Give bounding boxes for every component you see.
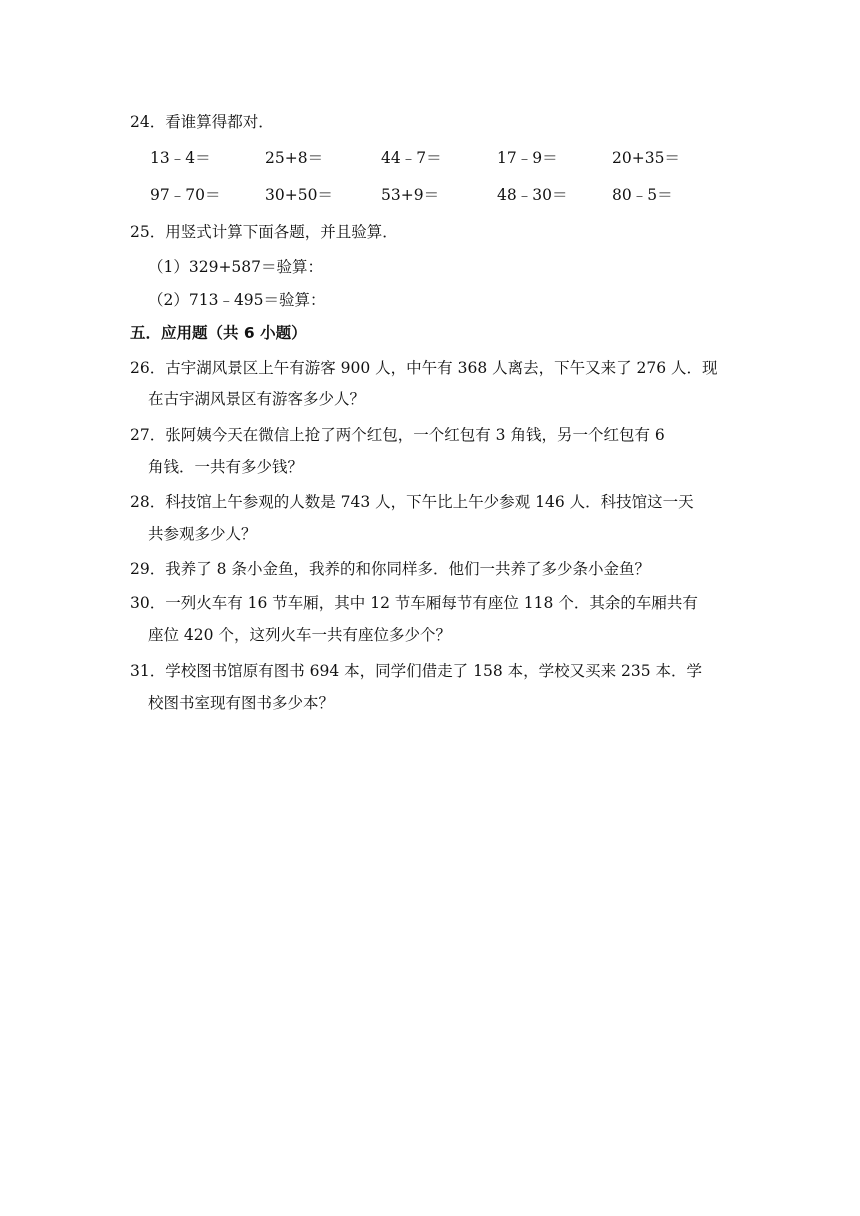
q24-row-1 [150, 147, 750, 169]
q24-expr: 20+35＝ [612, 149, 680, 167]
q24-expr: 97﹣70＝ [150, 186, 221, 204]
question-line: 共参观多少人？ [148, 525, 257, 543]
question-line: 26．古宇湖风景区上午有游客 900 人，中午有 368 人离去，下午又来了 276 人．现 [130, 359, 718, 377]
question-line: 30．一列火车有 16 节车厢，其中 12 节车厢每节有座位 118 个．其余的车厢共有 [130, 594, 698, 612]
question-line: 座位 420 个，这列火车一共有座位多少个？ [148, 626, 451, 644]
question-line: 角钱．一共有多少钱？ [148, 458, 304, 476]
question-line: 校图书室现有图书多少本？ [148, 694, 335, 712]
section-heading: 五．应用题（共 6 小题） [130, 324, 307, 342]
q24-expr: 30+50＝ [265, 186, 333, 204]
q24-expr: 17﹣9＝ [497, 149, 558, 167]
question-line: 31．学校图书馆原有图书 694 本，同学们借走了 158 本，学校又买来 235 本．学 [130, 662, 703, 680]
question-line: 29．我养了 8 条小金鱼，我养的和你同样多．他们一共养了多少条小金鱼？ [130, 560, 650, 578]
q24-row-2 [150, 184, 750, 206]
q24-expr: 80﹣5＝ [612, 186, 673, 204]
q24-expr: 53+9＝ [381, 186, 440, 204]
q24-expr: 25+8＝ [265, 149, 324, 167]
q25-title: 25．用竖式计算下面各题，并且验算． [130, 223, 398, 241]
q25-item-1: （1）329+587＝验算： [148, 258, 324, 276]
q24-title: 24．看谁算得都对． [130, 113, 274, 131]
question-line: 在古宇湖风景区有游客多少人？ [148, 390, 366, 408]
q24-expr: 44﹣7＝ [381, 149, 442, 167]
q24-expr: 48﹣30＝ [497, 186, 568, 204]
q25-item-2: （2）713﹣495＝验算： [148, 291, 326, 309]
q24-expr: 13﹣4＝ [150, 149, 211, 167]
question-line: 28．科技馆上午参观的人数是 743 人，下午比上午少参观 146 人．科技馆这一天 [130, 493, 694, 511]
question-line: 27．张阿姨今天在微信上抢了两个红包，一个红包有 3 角钱，另一个红包有 6 [130, 426, 665, 444]
